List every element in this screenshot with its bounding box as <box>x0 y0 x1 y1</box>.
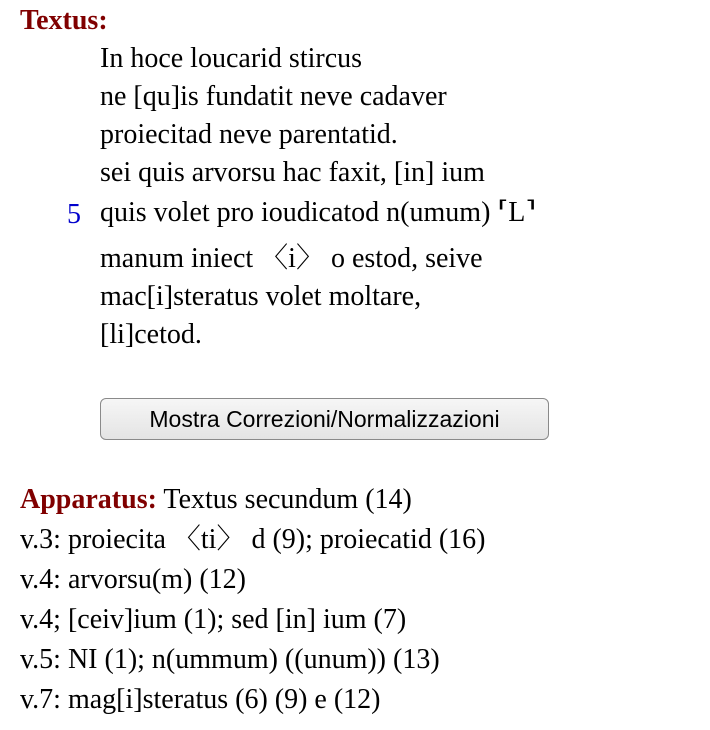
apparatus-section <box>20 480 486 720</box>
show-corrections-button[interactable]: Mostra Correzioni/Normalizzazioni <box>100 398 549 440</box>
verse-line-7: mac[i]steratus volet moltare, <box>100 281 422 312</box>
apparatus-intro: Textus secundum (14) <box>163 484 412 515</box>
apparatus-line-5: v.7: mag[i]steratus (6) (9) e (12) <box>20 684 381 715</box>
apparatus-header-line <box>20 480 486 520</box>
apparatus-line-4: v.5: NI (1); n(ummum) ((unum)) (13) <box>20 644 440 675</box>
apparatus-heading: Apparatus: <box>20 484 157 515</box>
verse-line-8: [li]cetod. <box>100 319 202 350</box>
verse-line-6: manum iniect 〈i〉 o estod, seive <box>100 243 483 274</box>
apparatus-line-1: v.3: proiecita 〈ti〉 d (9); proiecatid (16) <box>20 524 486 555</box>
line-number: 5 <box>67 199 81 230</box>
verse-line-5: quis volet pro ioudicatod n(umum) ⸢L⸣ <box>100 197 537 228</box>
textus-heading: Textus: <box>20 5 108 36</box>
verse-line-3: proiecitad neve parentatid. <box>100 119 398 150</box>
verse-line-1: In hoce loucarid stircus <box>100 43 363 74</box>
verse-line-2: ne [qu]is fundatit neve cadaver <box>100 81 447 112</box>
apparatus-line-2: v.4: arvorsu(m) (12) <box>20 564 247 595</box>
apparatus-line-3: v.4; [ceiv]ium (1); sed [in] ium (7) <box>20 604 407 635</box>
verse-line-4: sei quis arvorsu hac faxit, [in] ium <box>100 157 485 188</box>
